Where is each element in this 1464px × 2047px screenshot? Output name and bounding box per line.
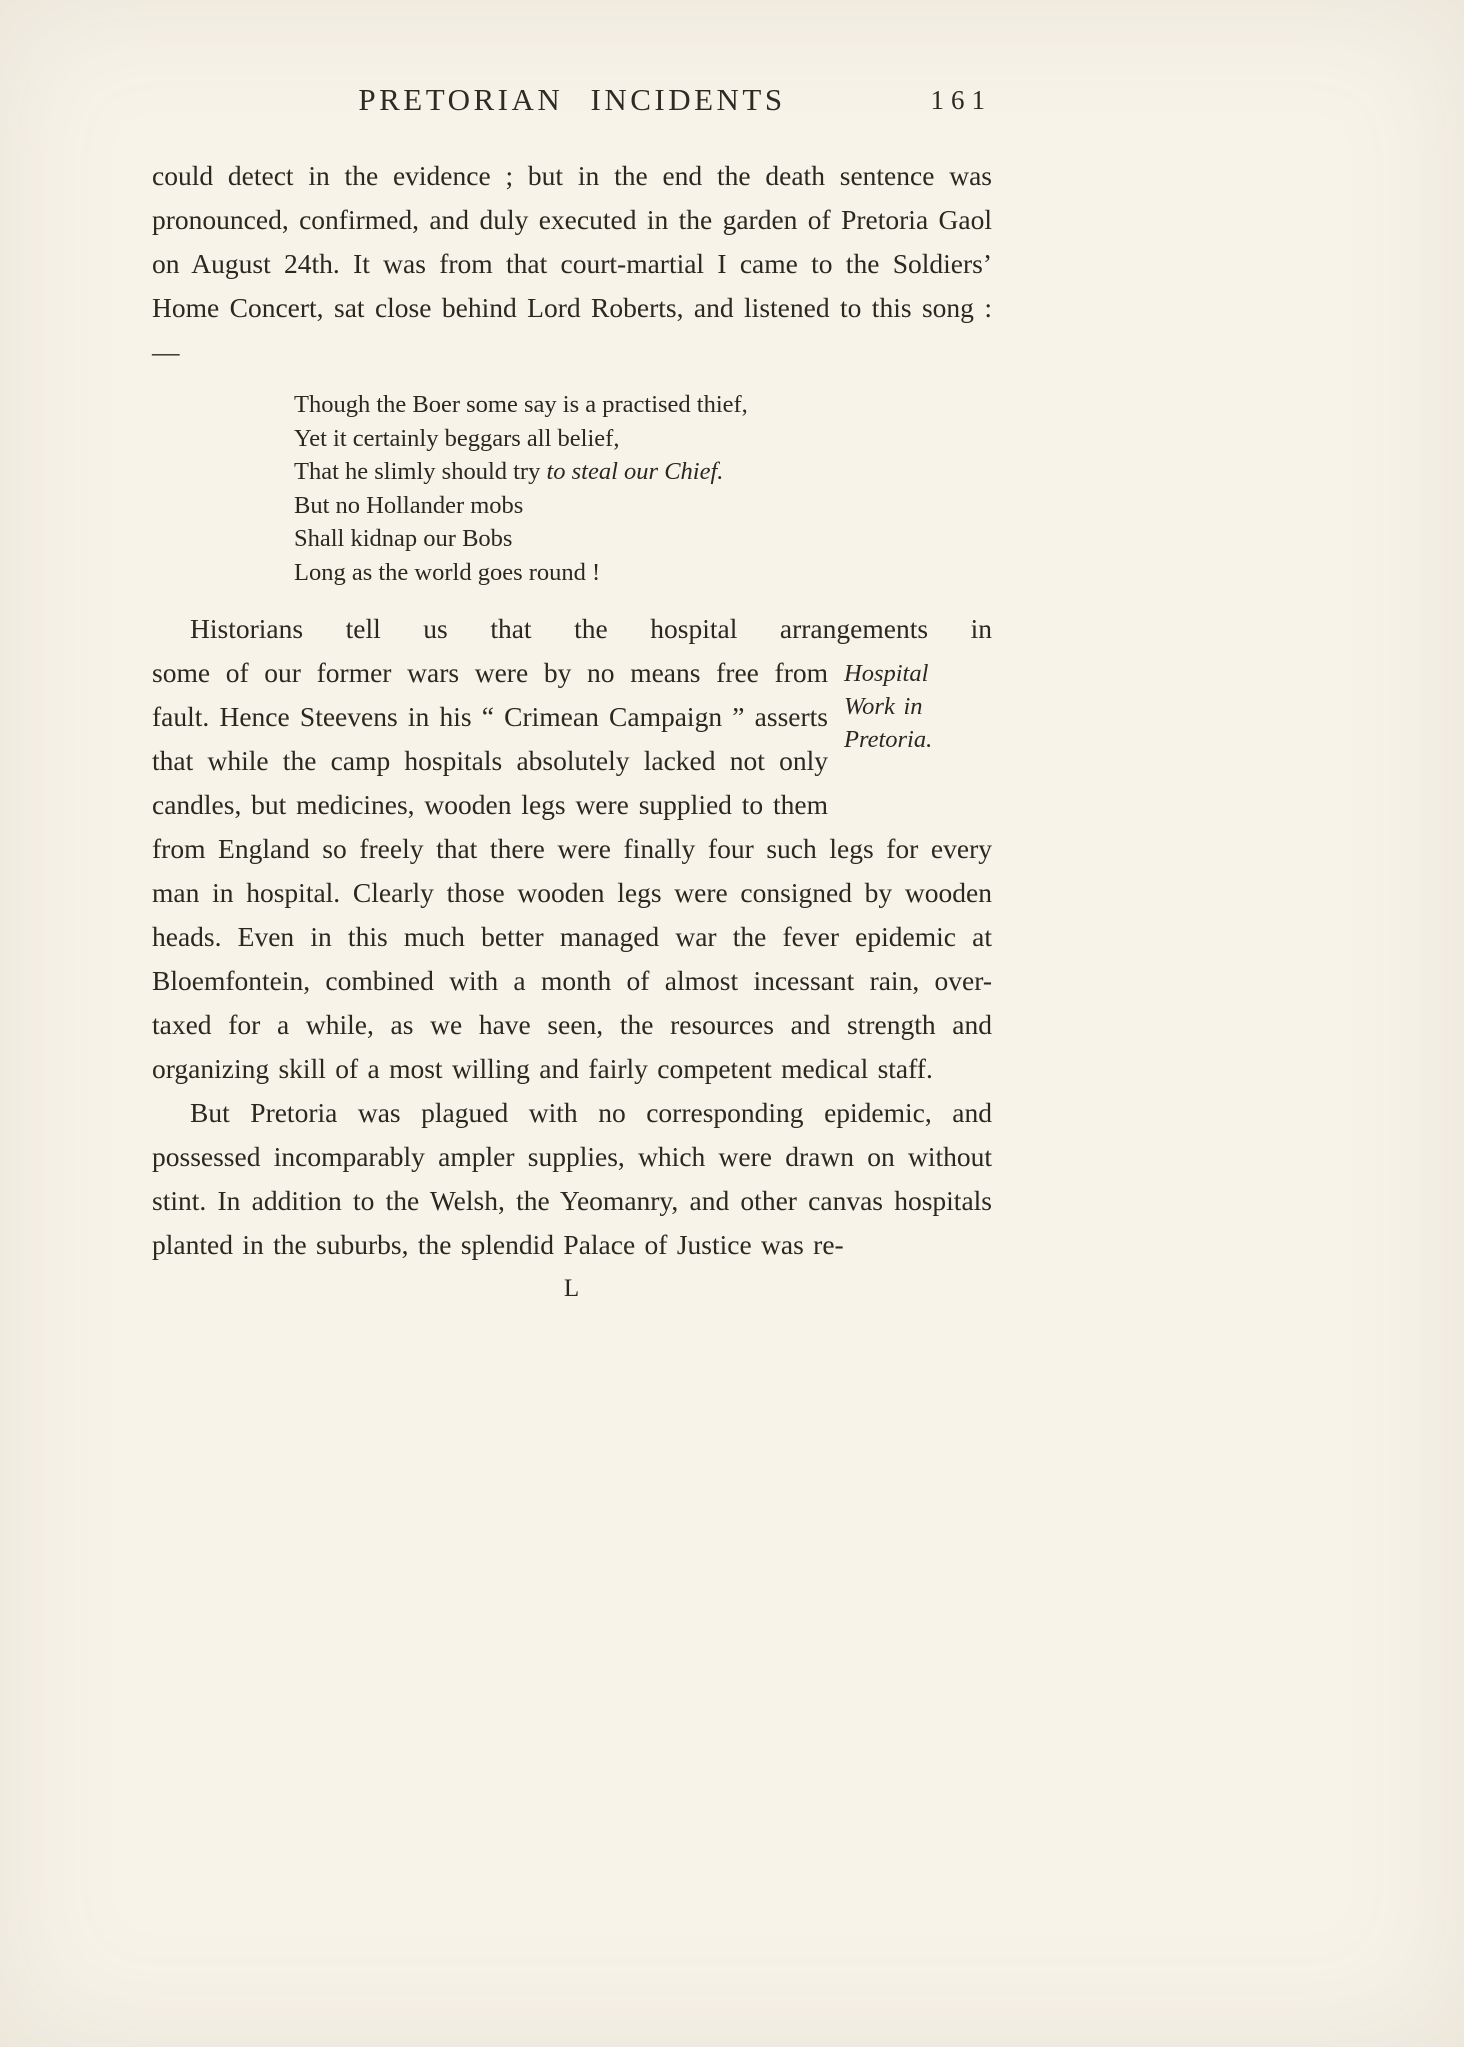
sidenote-hospital-work bbox=[844, 657, 992, 787]
poem-line-text: That he slimly should try bbox=[294, 458, 547, 485]
poem-line: But no Hollander mobs bbox=[294, 491, 524, 519]
paragraph-court-martial: could detect in the evidence ; but in the end the death sentence was pronounced, confirmed, and duly executed in the garden of Pretoria Gaol on August 24th. It was from that court-martial I came to the Soldiers’ Home Concert, sat close behind Lord Roberts, and listened to this song :— bbox=[152, 160, 992, 367]
paragraph-historians bbox=[152, 607, 992, 1091]
sidenote-line: Pretoria. bbox=[844, 726, 933, 753]
poem-line bbox=[294, 455, 992, 489]
page-title: PRETORIAN INCIDENTS bbox=[358, 82, 786, 117]
page-header bbox=[152, 82, 992, 134]
text-column bbox=[152, 82, 992, 1303]
sidenote-line: Hospital bbox=[844, 660, 929, 687]
poem-line: Yet it certainly beggars all belief, bbox=[294, 424, 620, 452]
poem-line: Though the Boer some say is a practised thief, bbox=[294, 391, 748, 418]
paragraph-historians-body bbox=[152, 651, 992, 1091]
poem-line: Shall kidnap our Bobs bbox=[294, 525, 513, 552]
paragraph-text: some of our former wars were by no means free from fault. Hence Steevens in his “ Crimean Campaign ” asserts that while the camp hospitals absolutely lacked not only candles, but medicines, wooden legs were supplied to them from England so freely that there were finally four such legs for every man in hospital. Clearly those wooden legs were consigned by wooden heads. Even in this much better managed war the fever epidemic at Bloemfontein, combined with a month of almost incessant rain, over-taxed for a while, as we have seen, the resources and strength and organizing skill of a most willing and fairly competent medical staff. bbox=[152, 657, 992, 1084]
sidenote-line: Work in bbox=[844, 693, 923, 720]
poem-block bbox=[294, 388, 992, 589]
paragraph-pretoria-supplies: But Pretoria was plagued with no corresponding epidemic, and possessed incomparably ampler supplies, which were drawn on without stint. In addition to the Welsh, the Yeomanry, and other canvas hospitals planted in the suburbs, the splendid Palace of Justice was re- bbox=[152, 1097, 992, 1260]
page-number: 161 bbox=[930, 85, 992, 115]
poem-line: Long as the world goes round ! bbox=[294, 558, 601, 586]
signature-mark: L bbox=[563, 1275, 581, 1302]
poem-line-italic-text: to steal our Chief. bbox=[546, 458, 724, 485]
paragraph-first-line: Historians tell us that the hospital arrangements in bbox=[190, 613, 992, 644]
